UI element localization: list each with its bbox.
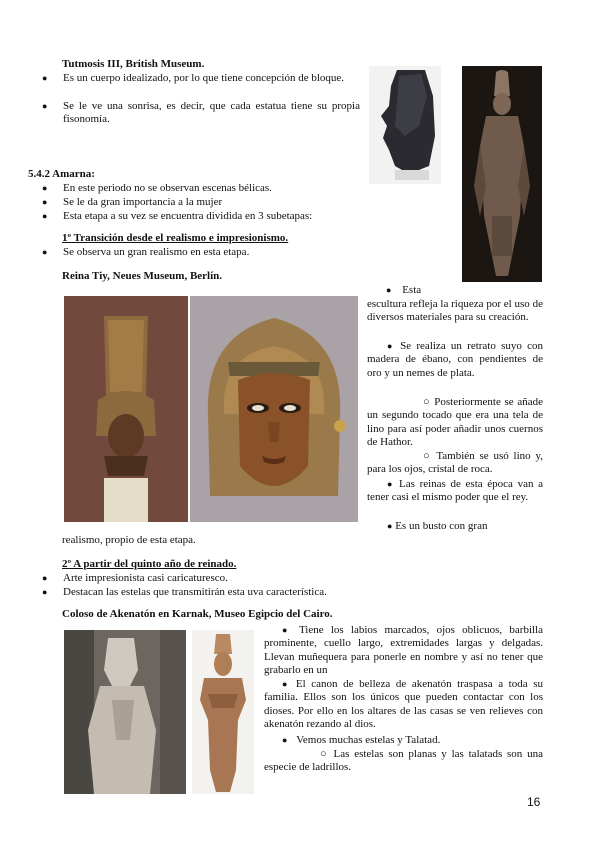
- bullet-icon: ●: [386, 285, 392, 295]
- tiy-paragraph-4: ○ También se usó lino y, para los ojos, cristal de roca.: [367, 450, 544, 476]
- akhenaten-paragraph-3: ● Vemos muchas estelas y Talatad.: [282, 734, 441, 746]
- bullet-icon: ●: [387, 521, 393, 531]
- tutmosis-head-photo: [369, 66, 441, 184]
- tiy-paragraph-6-cont: realismo, propio de esta etapa.: [62, 534, 196, 546]
- tiy-paragraph-6: ● Es un busto con gran: [387, 520, 488, 532]
- pharaoh-statue-photo: [462, 66, 542, 282]
- subsection-2-heading: 2º A partir del quinto año de reinado.: [62, 558, 237, 570]
- list-item: ● Arte impresionista casi caricaturesco.: [42, 572, 228, 584]
- list-item: ● Destacan las estelas que transmitirán esta uva característica.: [42, 586, 327, 598]
- bullet-icon: ●: [42, 101, 48, 111]
- bullet-icon: ●: [387, 341, 395, 351]
- circle-bullet-icon: ○: [423, 396, 431, 408]
- list-item: ● Se le ve una sonrisa, es decir, que cada estatua tiene su propia fisonomía.: [42, 100, 360, 126]
- circle-bullet-icon: ○: [423, 450, 432, 462]
- akhenaten-paragraph-2: ● El canon de belleza de akenatón traspasa a toda su familia. Ellos son los únicos que pueden contactar con los dioses. Por ello en los altares de las casas se ven relieves con akenatón rezando al dios.: [264, 678, 544, 731]
- bullet-icon: ●: [387, 479, 395, 489]
- list-item: ● Es un cuerpo idealizado, por lo que tiene concepción de bloque.: [42, 72, 345, 84]
- bullet-icon: ●: [42, 183, 48, 193]
- bullet-icon: ●: [42, 573, 48, 583]
- list-item: ● Se observa un gran realismo en esta etapa.: [42, 246, 250, 258]
- bullet-icon: ●: [42, 247, 48, 257]
- tiy-paragraph-5: ● Las reinas de esta época van a tener casi el mismo poder que el rey.: [367, 478, 544, 504]
- list-item: ● Esta etapa a su vez se encuentra dividida en 3 subetapas:: [42, 210, 313, 222]
- tiy-line-1: ● Esta: [386, 284, 422, 296]
- akhenaten-colossus-photo: [64, 630, 186, 794]
- bullet-icon: ●: [42, 197, 48, 207]
- list-item: ● En este periodo no se observan escenas bélicas.: [42, 182, 272, 194]
- akhenaten-title: Coloso de Akenatón en Karnak, Museo Egipcio del Cairo.: [62, 608, 333, 620]
- bullet-icon: ●: [42, 587, 48, 597]
- tutmosis-title: Tutmosis III, British Museum.: [62, 58, 205, 70]
- bullet-icon: ●: [42, 73, 48, 83]
- page-number: 16: [527, 795, 541, 809]
- tiy-title: Reina Tiy, Neues Museum, Berlín.: [62, 270, 223, 282]
- bullet-icon: ●: [282, 625, 292, 635]
- subsection-1-heading: 1º Transición desde el realismo e impresionismo.: [62, 232, 289, 244]
- bullet-icon: ●: [282, 679, 291, 689]
- tiy-paragraph-2: ● Se realiza un retrato suyo con madera de ébano, con pendientes de oro y un nemes de plata.: [367, 340, 543, 379]
- amarna-heading: 5.4.2 Amarna:: [28, 168, 95, 180]
- queen-tiy-head-photo: [190, 296, 358, 522]
- bullet-icon: ●: [282, 735, 288, 745]
- akhenaten-paragraph-1: ● Tiene los labios marcados, ojos oblicuos, barbilla prominente, cuello largo, extremidades largas y delgadas. Llevan muñequera para ponerle en nombre y así no tener que grabarlo en un: [264, 624, 543, 677]
- tiy-paragraph-3: ○ Posteriormente se añade un segundo tocado que era una tela de lino para así poder añadir unos cuernos de Hathor.: [367, 396, 543, 449]
- circle-bullet-icon: ○: [320, 748, 329, 760]
- tiy-paragraph-1: escultura refleja la riqueza por el uso de diversos materiales para su creación.: [367, 298, 543, 324]
- queen-tiy-full-photo: [64, 296, 188, 522]
- list-item: ● Se le da gran importancia a la mujer: [42, 196, 223, 208]
- akhenaten-subparagraph: ○ Las estelas son planas y las talatads son una especie de ladrillos.: [264, 748, 543, 774]
- akhenaten-statue-photo: [192, 630, 254, 794]
- bullet-icon: ●: [42, 211, 48, 221]
